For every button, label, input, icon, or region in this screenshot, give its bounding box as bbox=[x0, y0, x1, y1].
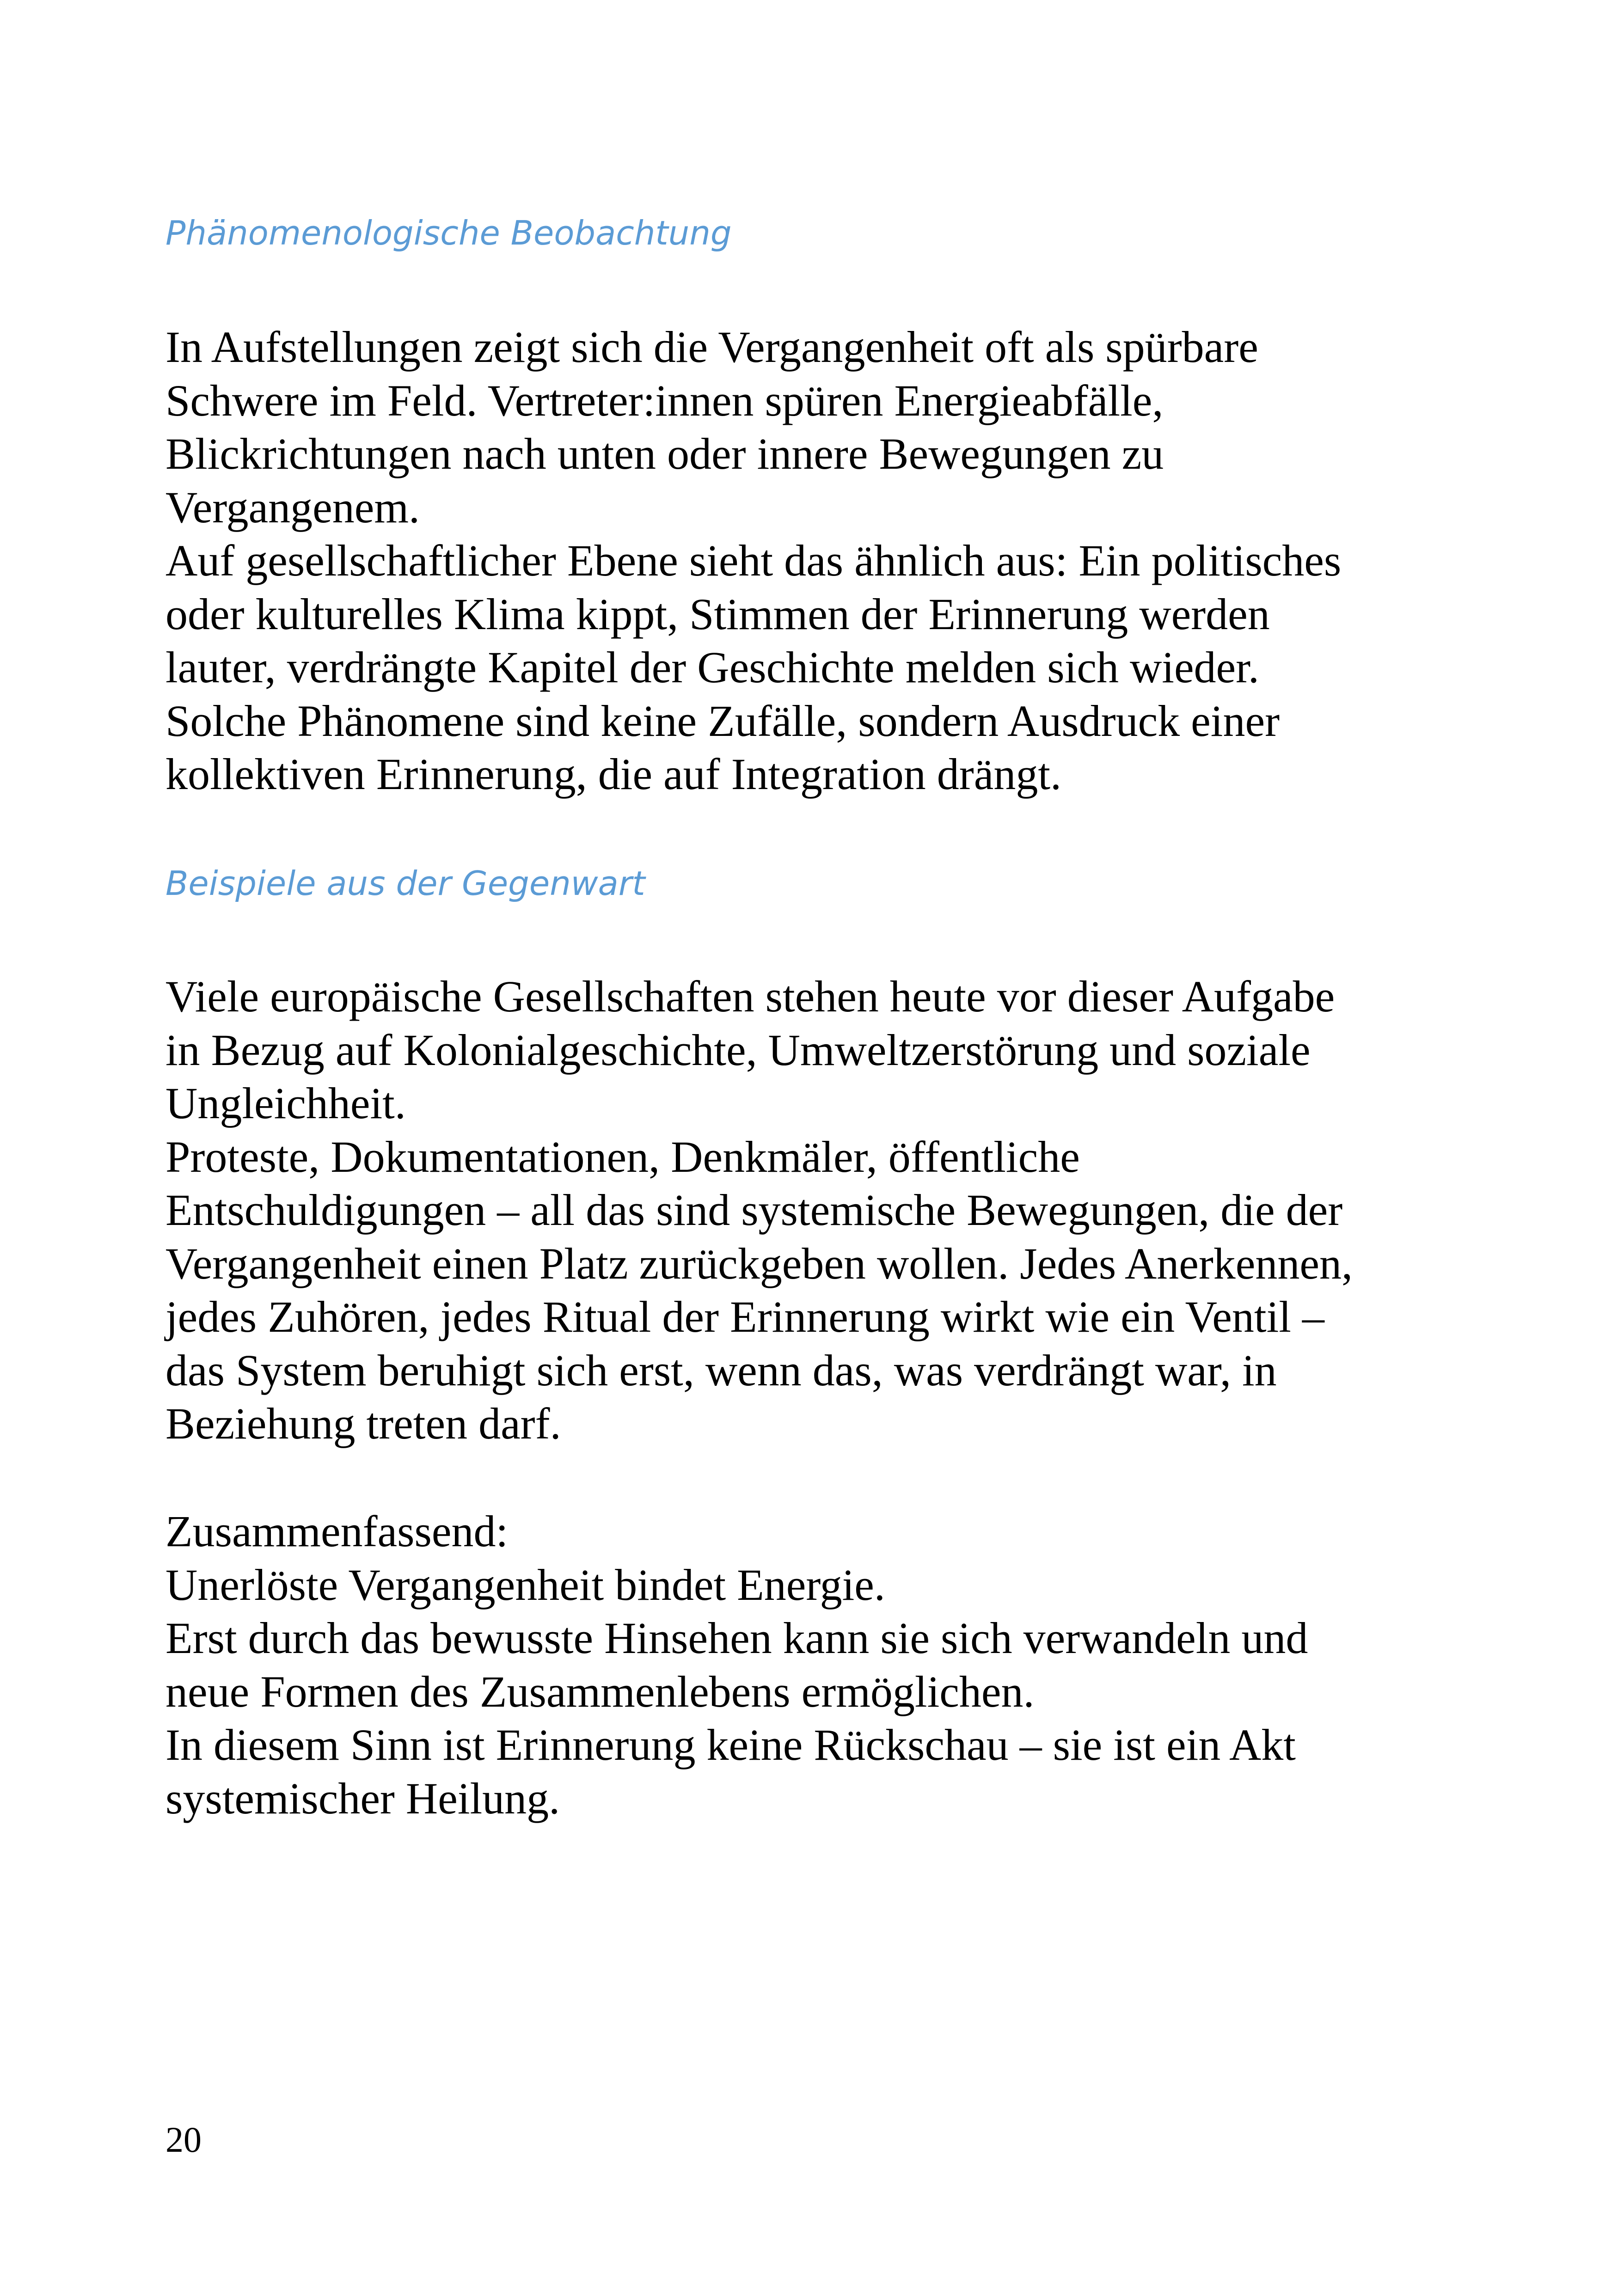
text-line: In diesem Sinn ist Erinnerung keine Rückschau – sie ist ein Akt bbox=[165, 1720, 1296, 1769]
text-line: Erst durch das bewusste Hinsehen kann sie sich verwandeln und bbox=[165, 1613, 1308, 1663]
text-line: systemischer Heilung. bbox=[165, 1773, 560, 1823]
text-line: Auf gesellschaftlicher Ebene sieht das ähnlich aus: Ein politisches bbox=[165, 536, 1342, 585]
text-line: neue Formen des Zusammenlebens ermöglichen. bbox=[165, 1666, 1035, 1716]
text-line: Ungleichheit. bbox=[165, 1078, 406, 1128]
text-line: Vergangenheit einen Platz zurückgeben wollen. Jedes Anerkennen, bbox=[165, 1238, 1353, 1288]
text-line: das System beruhigt sich erst, wenn das, was verdrängt war, in bbox=[165, 1345, 1277, 1395]
text-line: Beziehung treten darf. bbox=[165, 1399, 561, 1448]
text-line: Solche Phänomene sind keine Zufälle, sondern Ausdruck einer bbox=[165, 696, 1280, 746]
text-line: Proteste, Dokumentationen, Denkmäler, öffentliche bbox=[165, 1132, 1080, 1182]
text-line: in Bezug auf Kolonialgeschichte, Umweltzerstörung und soziale bbox=[165, 1025, 1311, 1075]
paragraph-summary bbox=[165, 1505, 1308, 1825]
paragraph-phenomenological-observation bbox=[165, 320, 1341, 801]
text-line: lauter, verdrängte Kapitel der Geschichte melden sich wieder. bbox=[165, 643, 1259, 692]
text-line: jedes Zuhören, jedes Ritual der Erinnerung wirkt wie ein Ventil – bbox=[165, 1292, 1324, 1341]
section-heading-phenomenological-observation: Phänomenologische Beobachtung bbox=[165, 214, 732, 252]
text-line: Entschuldigungen – all das sind systemische Bewegungen, die der bbox=[165, 1185, 1343, 1235]
text-line: Schwere im Feld. Vertreter:innen spüren Energieabfälle, bbox=[165, 375, 1164, 425]
text-line: In Aufstellungen zeigt sich die Vergangenheit oft als spürbare bbox=[165, 322, 1258, 372]
section-heading-present-examples: Beispiele aus der Gegenwart bbox=[165, 864, 645, 903]
text-line: Viele europäische Gesellschaften stehen heute vor dieser Aufgabe bbox=[165, 972, 1335, 1021]
paragraph-present-examples bbox=[165, 970, 1353, 1451]
text-line: oder kulturelles Klima kippt, Stimmen der Erinnerung werden bbox=[165, 589, 1270, 639]
text-line: kollektiven Erinnerung, die auf Integration drängt. bbox=[165, 749, 1062, 799]
page-number: 20 bbox=[165, 2119, 202, 2160]
text-line: Unerlöste Vergangenheit bindet Energie. bbox=[165, 1560, 885, 1610]
text-line: Blickrichtungen nach unten oder innere Bewegungen zu bbox=[165, 429, 1164, 478]
text-line: Zusammenfassend: bbox=[165, 1506, 509, 1556]
text-line: Vergangenem. bbox=[165, 482, 420, 532]
